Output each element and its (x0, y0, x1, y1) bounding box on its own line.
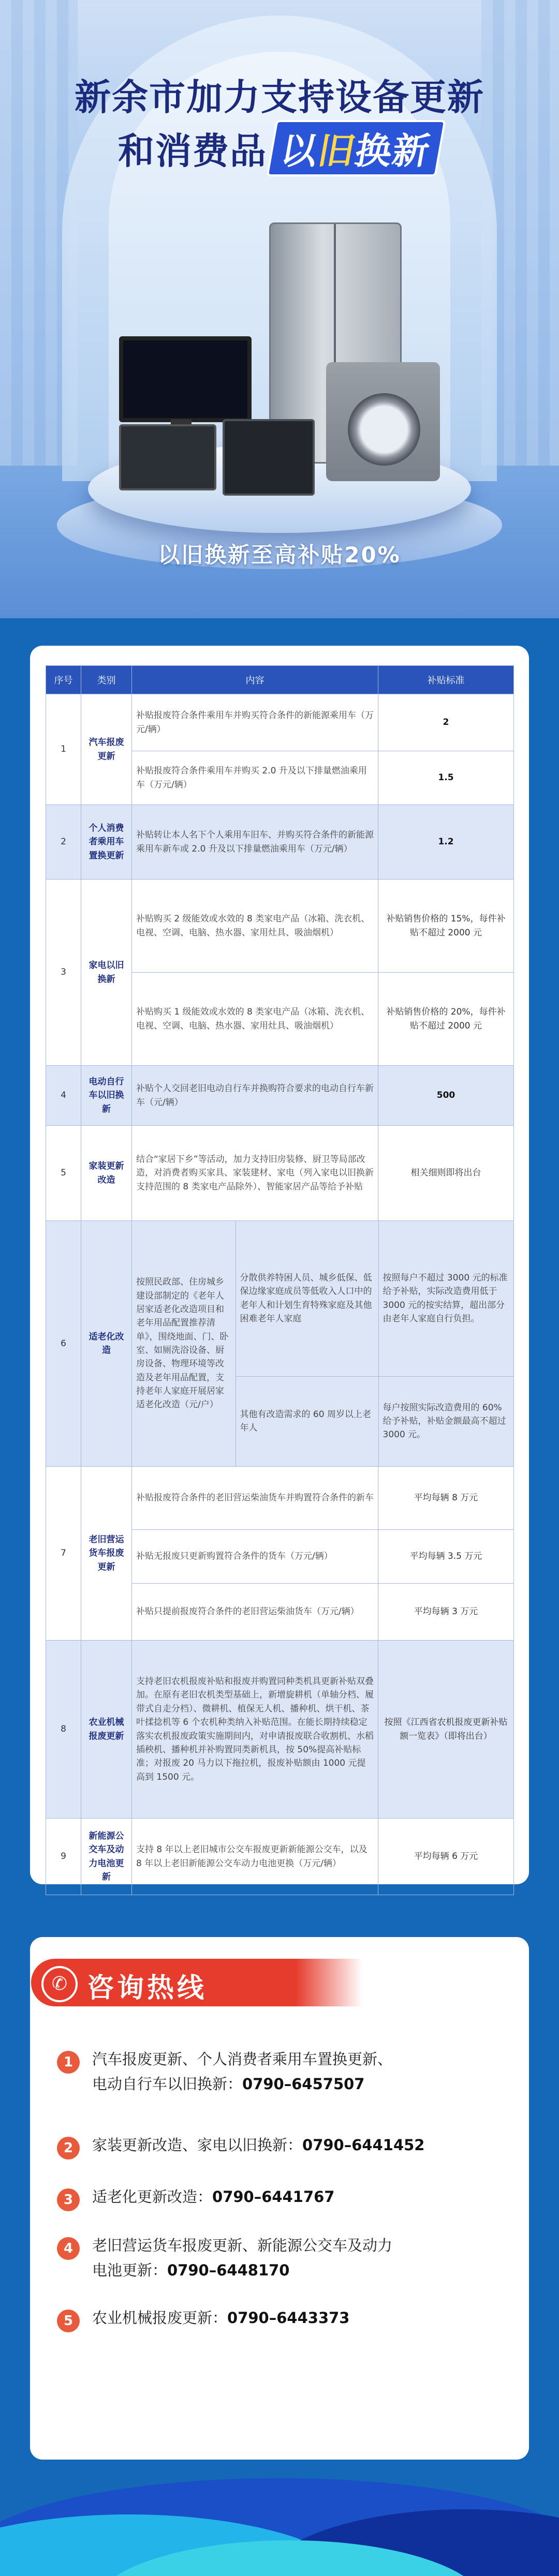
row-content: 补贴报废符合条件乘用车并购买符合条件的新能源乘用车（万元/辆） (132, 694, 378, 751)
hero-title-tag (266, 120, 446, 176)
table-row (46, 1641, 514, 1819)
hero-tag-b: 旧 (314, 130, 360, 172)
hotline-phone[interactable]: 0790–6441452 (302, 2136, 425, 2154)
table-row (46, 1066, 514, 1126)
row-content: 补贴购买 2 级能效或水效的 8 类家电产品（冰箱、洗衣机、电视、空调、电脑、热水器、家用灶具、吸油烟机） (132, 880, 378, 973)
elderly-content: 按照民政部、住房城乡建设部制定的《老年人居家适老化改造项目和老年用品配置推荐清单》，围绕地面、门、卧室、如厕洗浴设备、厨房设备、物理环境等改造及老年用品配置，支持老年人家庭开展居家适老化改造（元/户） (132, 1221, 236, 1466)
subsidy-banner: 以旧换新至高补贴20% (158, 542, 401, 568)
hotline-phone[interactable]: 0790–6457507 (242, 2075, 365, 2093)
row-no: 2 (46, 805, 81, 880)
row-category: 电动自行车以旧换新 (81, 1066, 132, 1126)
row-content: 补贴报废符合条件乘用车并购买 2.0 升及以下排量燃油乘用车（万元/辆） (132, 751, 378, 805)
row-category: 新能源公交车及动力电池更新 (81, 1819, 132, 1895)
header-standard: 补贴标准 (378, 666, 514, 694)
hero-tag-a: 以 (277, 130, 322, 172)
hotline-line1: 老旧营运货车报废更新、新能源公交车及动力 (92, 2237, 393, 2254)
row-content: 支持 8 年以上老旧城市公交车报废更新新能源公交车，以及 8 年以上老旧新能源公交车动力电池更换（万元/辆） (132, 1819, 378, 1895)
row-no: 4 (46, 1066, 81, 1126)
phone-icon: ✆ (41, 1966, 78, 2002)
elderly-standard-2: 每户按照实际改造费用的 60%给予补贴，补贴金额最高不超过 3000 元。 (378, 1376, 514, 1466)
elderly-standard-1: 按照每户不超过 3000 元的标准给予补贴，实际改造费用低于 3000 元的按实结算，超出部分由老年人家庭自行负担。 (378, 1221, 514, 1376)
table-row (46, 694, 514, 751)
hero-title-line1: 新余市加力支持设备更新 (75, 76, 484, 118)
hotline-line1: 适老化更新改造： (92, 2188, 213, 2206)
row-standard: 1.2 (378, 805, 514, 880)
header-no: 序号 (46, 666, 81, 694)
subsidy-table (46, 665, 514, 1895)
row-content: 结合“家居下乡”等活动，加力支持旧房装修、厨卫等局部改造，对消费者购买家具、家装建材、家电（列入家电以旧换新支持范围的 8 类家电产品除外）、智能家居产品等给予补贴 (132, 1126, 378, 1221)
hotline-line2: 电池更新： (92, 2261, 168, 2279)
hotline-title-bar (31, 1959, 362, 2006)
hotline-line1: 农业机械报废更新： (92, 2309, 228, 2327)
row-standard: 补贴销售价格的 15%，每件补贴不超过 2000 元 (378, 880, 514, 973)
hotline-phone[interactable]: 0790–6443373 (227, 2309, 350, 2327)
row-content: 补贴个人交回老旧电动自行车并换购符合要求的电动自行车新车（元/辆） (132, 1066, 378, 1126)
footer-waves (0, 2452, 559, 2576)
row-category: 家装更新改造 (81, 1126, 132, 1221)
row-category: 老旧营运货车报废更新 (81, 1467, 132, 1641)
table-row (46, 805, 514, 880)
hotline-title: 咨询热线 (87, 1973, 208, 2004)
tv-image (119, 336, 252, 422)
hotline-text (92, 2047, 392, 2096)
row-category: 家电以旧换新 (81, 880, 132, 1066)
row-no: 6 (46, 1221, 81, 1467)
hotline-number: 3 (57, 2188, 80, 2211)
header-content: 内容 (132, 666, 378, 694)
row-content: 补贴转让本人名下个人乘用车旧车、并购买符合条件的新能源乘用车新车或 2.0 升及以下排量燃油乘用车（万元/辆） (132, 805, 378, 880)
row-category: 适老化改造 (81, 1221, 132, 1467)
row-content: 支持老旧农机报废补贴和报废并购置同种类机具更新补贴双叠加。在原有老旧农机类型基础上，新增旋耕机（单轴分档、履带式自走分档）、微耕机、植保无人机、播种机、烘干机、茶叶揉捻机等 6 个农机种类纳入补贴范围。在能长期持续稳定落实农机报废政策实施期间内，对申请报废联合收割机、水稻插秧机、播种机并补购置同类新机具，按 50%提高补贴标准；对报废 20 马力以下拖拉机，报废补贴额由 1000 元提高到 1500 元。 (132, 1641, 378, 1819)
row-content: 补贴只提前报废符合条件的老旧营运柴油货车（万元/辆） (132, 1584, 378, 1641)
row-standard: 2 (378, 694, 514, 751)
row-standard: 平均每辆 3 万元 (378, 1584, 514, 1641)
row-category: 农业机械报废更新 (81, 1641, 132, 1819)
row-standard: 平均每辆 3.5 万元 (378, 1530, 514, 1584)
hotline-text (92, 2305, 349, 2330)
hero-tag-c: 换新 (351, 130, 434, 172)
hotline-number: 5 (57, 2310, 80, 2332)
row-no: 9 (46, 1819, 81, 1895)
row-standard: 平均每辆 8 万元 (378, 1467, 514, 1530)
table-row (46, 880, 514, 973)
hotline-text (92, 2133, 424, 2157)
hero-banner (0, 0, 559, 618)
table-row (46, 1467, 514, 1530)
row-standard: 平均每辆 6 万元 (378, 1819, 514, 1895)
washer-image (326, 362, 440, 481)
row-standard: 1.5 (378, 751, 514, 805)
row-standard: 相关细则即将出台 (378, 1126, 514, 1221)
table-row (46, 1126, 514, 1221)
row-category: 汽车报废更新 (81, 694, 132, 805)
hotline-number: 4 (57, 2237, 80, 2260)
hotline-line1: 汽车报废更新、个人消费者乘用车置换更新、 (92, 2050, 393, 2068)
hotline-line1: 家装更新改造、家电以旧换新： (92, 2136, 303, 2154)
row-category: 个人消费者乘用车置换更新 (81, 805, 132, 880)
washer-door (348, 393, 420, 466)
table-row (46, 1819, 514, 1895)
elderly-subtable (132, 1221, 514, 1466)
elderly-target-1: 分散供养特困人员、城乡低保、低保边缘家庭成员等低收入人口中的老年人和计划生育特殊家庭及其他困难老年人家庭 (236, 1221, 378, 1376)
row-no: 3 (46, 880, 81, 1066)
row-standard: 500 (378, 1066, 514, 1126)
table-header-row (46, 666, 514, 694)
elderly-target-2: 其他有改造需求的 60 周岁以上老年人 (236, 1376, 378, 1466)
row-no: 1 (46, 694, 81, 805)
hotline-text (92, 2233, 392, 2283)
hotline-number: 1 (57, 2051, 80, 2074)
row-content: 补贴购买 1 级能效或水效的 8 类家电产品（冰箱、洗衣机、电视、空调、电脑、热水器、家用灶具、吸油烟机） (132, 973, 378, 1066)
hotline-phone[interactable]: 0790–6441767 (212, 2188, 335, 2206)
hotline-number: 2 (57, 2137, 80, 2160)
stove-image (223, 419, 315, 496)
hotline-text (92, 2184, 334, 2209)
row-standard: 按照《江西省农机报废更新补贴额一览表》（即将出台） (378, 1641, 514, 1819)
hotline-line2: 电动自行车以旧换新： (92, 2075, 243, 2093)
hotline-phone[interactable]: 0790–6448170 (167, 2261, 290, 2279)
subsidy-table-card (30, 646, 529, 1884)
row-no: 8 (46, 1641, 81, 1819)
oven-image (119, 424, 216, 490)
table-row (46, 1221, 514, 1467)
hero-title-line2 (0, 120, 559, 176)
row-elderly-detail (132, 1221, 514, 1467)
hero-title-prefix: 和消费品 (118, 130, 267, 172)
row-content: 补贴报废符合条件的老旧营运柴油货车并购置符合条件的新车 (132, 1467, 378, 1530)
row-no: 5 (46, 1126, 81, 1221)
row-standard: 补贴销售价格的 20%，每件补贴不超过 2000 元 (378, 973, 514, 1066)
row-content: 补贴无报废只更新购置符合条件的货车（万元/辆） (132, 1530, 378, 1584)
row-no: 7 (46, 1467, 81, 1641)
header-category: 类别 (81, 666, 132, 694)
